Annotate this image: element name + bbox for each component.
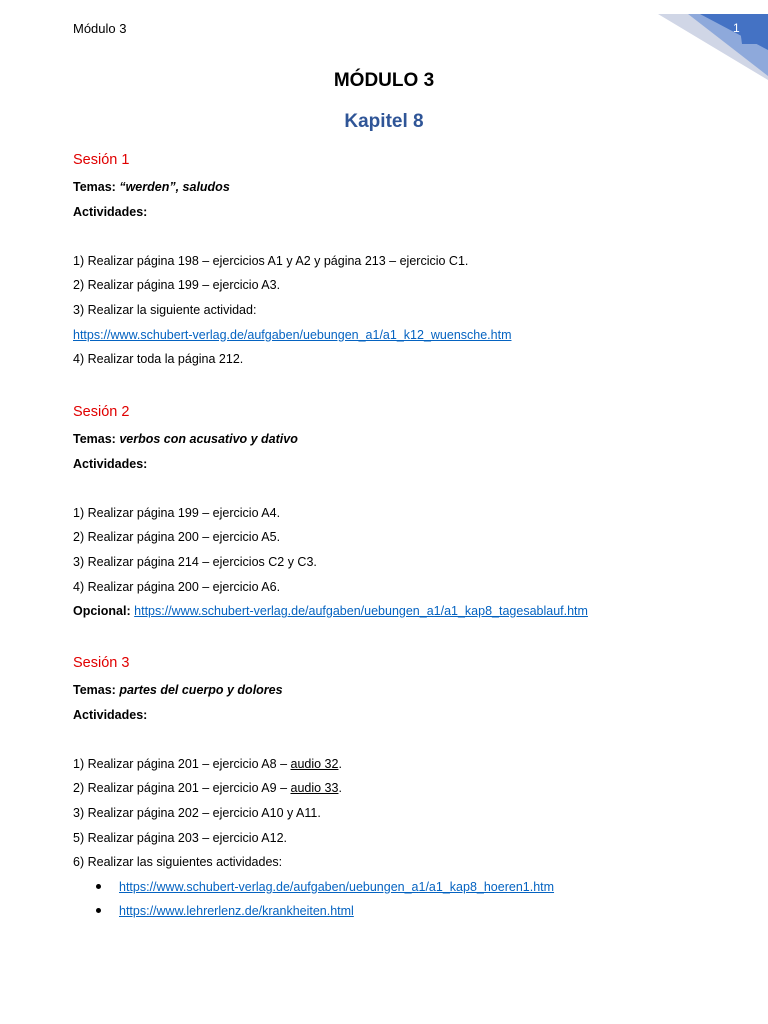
temas-line	[73, 430, 713, 455]
session-2	[73, 402, 713, 627]
activity-item: 6) Realizar las siguientes actividades:	[73, 855, 283, 870]
temas-value: verbos con acusativo y dativo	[119, 432, 298, 446]
activity-item: 3) Realizar página 214 – ejercicios C2 y C3.	[73, 554, 317, 569]
activity-item: 5) Realizar página 203 – ejercicio A12.	[73, 830, 288, 845]
activity-item: 4) Realizar página 200 – ejercicio A6.	[73, 579, 281, 594]
temas-label: Temas:	[73, 180, 116, 194]
page-corner-decoration	[658, 0, 768, 80]
audio-link[interactable]: audio 32	[290, 756, 339, 771]
activity-item: 1) Realizar página 198 – ejercicios A1 y A2 y página 213 – ejercicio C1.	[73, 253, 469, 268]
activity-item: 2) Realizar página 199 – ejercicio A3.	[73, 278, 281, 293]
temas-label: Temas:	[73, 432, 116, 446]
session-3	[73, 653, 713, 927]
temas-value: partes del cuerpo y dolores	[119, 683, 283, 697]
optional-line	[73, 602, 713, 627]
document-title: MÓDULO 3	[333, 70, 435, 91]
session-heading: Sesión 1	[73, 152, 130, 168]
page-number: 1	[733, 21, 740, 35]
session-1	[73, 150, 713, 375]
document-subtitle: Kapitel 8	[344, 111, 424, 132]
activity-link[interactable]: https://www.schubert-verlag.de/aufgaben/uebungen_a1/a1_k12_wuensche.htm	[73, 327, 512, 342]
actividades-label: Actividades:	[73, 707, 148, 722]
activity-item: 2) Realizar página 201 – ejercicio A9 – audio 33.	[73, 781, 342, 796]
temas-line	[73, 178, 713, 203]
actividades-label: Actividades:	[73, 204, 148, 219]
optional-link[interactable]: https://www.schubert-verlag.de/aufgaben/uebungen_a1/a1_kap8_tagesablauf.htm	[134, 604, 588, 619]
actividades-label: Actividades:	[73, 456, 148, 471]
temas-line	[73, 681, 713, 706]
activity-item: 4) Realizar toda la página 212.	[73, 352, 244, 367]
session-heading: Sesión 2	[73, 404, 130, 420]
activity-item: 1) Realizar página 199 – ejercicio A4.	[73, 505, 281, 520]
optional-label: Opcional:	[73, 604, 131, 619]
temas-value: “werden”, saludos	[119, 180, 230, 194]
bullet-icon	[96, 908, 101, 913]
activity-item: 2) Realizar página 200 – ejercicio A5.	[73, 530, 281, 545]
session-heading: Sesión 3	[73, 655, 130, 671]
audio-link[interactable]: audio 33	[290, 781, 339, 796]
activity-item: 3) Realizar página 202 – ejercicio A10 y A11.	[73, 805, 321, 820]
temas-label: Temas:	[73, 683, 116, 697]
activity-link[interactable]: https://www.schubert-verlag.de/aufgaben/uebungen_a1/a1_kap8_hoeren1.htm	[119, 879, 555, 894]
header-label: Módulo 3	[73, 21, 127, 36]
activity-item: 1) Realizar página 201 – ejercicio A8 – audio 32.	[73, 756, 342, 771]
bullet-icon	[96, 884, 101, 889]
bullet-item	[73, 878, 713, 903]
activity-link[interactable]: https://www.lehrerlenz.de/krankheiten.html	[119, 904, 354, 919]
bullet-item	[73, 902, 713, 927]
activity-item: 3) Realizar la siguiente actividad:	[73, 302, 257, 317]
